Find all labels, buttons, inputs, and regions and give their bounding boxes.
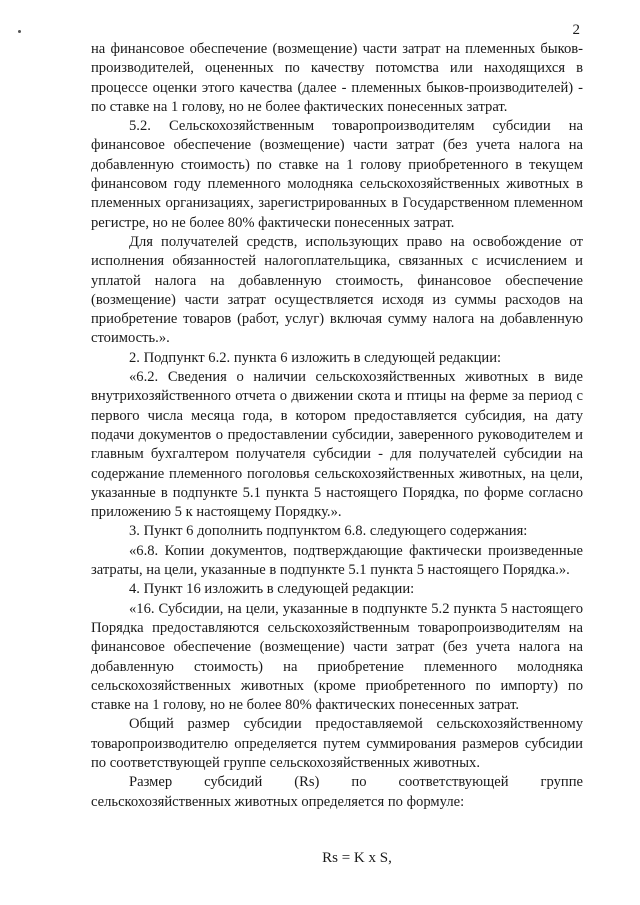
- paragraph-continuation: на финансовое обеспечение (возмещение) части затрат на племенных быков-производителей, оцененных по качеству потомства или находящихся в процессе оценки этого качества (далее - племенных быков-производителей) - по ставке на 1 голову, но не более фактических понесенных затрат.: [91, 41, 583, 115]
- paragraph-6-8: «6.8. Копии документов, подтверждающие фактически произведенные затраты, на цели, указанные в подпункте 5.1 пункта 5 настоящего Порядка.».: [91, 542, 583, 579]
- paragraph-vat-exemption: Для получателей средств, использующих право на освобождение от исполнения обязанностей налогоплательщика, связанных с исчислением и уплатой налога на добавленную стоимость, финансовое обеспечение (возмещение) части затрат осуществляется исходя из суммы расходов на приобретение товаров (работ, услуг) включая сумму налога на добавленную стоимость.».: [91, 233, 583, 347]
- scan-dot: [18, 30, 21, 33]
- paragraph-6-2: «6.2. Сведения о наличии сельскохозяйственных животных в виде внутрихозяйственного отчета о движении скота и птицы на ферме за период с первого числа месяца года, в котором предоставляется субсидия, на дату подачи документов о предоставлении субсидии, заверенного руководителем и главным бухгалтером получателя субсидии - для получателей субсидии на содержание племенного поголовья сельскохозяйственных животных, на цели, указанные в подпункте 5.1 пункта 5 настоящего Порядка, по форме согласно приложению 5 к настоящему Порядку.».: [91, 369, 583, 521]
- paragraph-amendment-4: 4. Пункт 16 изложить в следующей редакции:: [129, 581, 415, 598]
- page-number: 2: [572, 22, 580, 38]
- formula: Rs = K x S,: [322, 849, 392, 866]
- paragraph-5-2: 5.2. Сельскохозяйственным товаропроизводителям субсидии на финансовое обеспечение (возмещение) части затрат (без учета налога на добавленную стоимость) по ставке на 1 голову приобретенного в текущем финансовом году племенного молодняка сельскохозяйственных животных в племенных организациях, зарегистрированных в Государственном племенном регистре, но не более 80% фактически понесенных затрат.: [91, 118, 583, 231]
- paragraph-16: «16. Субсидии, на цели, указанные в подпункте 5.2 пункта 5 настоящего Порядка предоставляются сельскохозяйственным товаропроизводителям на финансовое обеспечение (возмещение) части затрат (без учета налога на добавленную стоимость) на приобретение племенного молодняка сельскохозяйственных животных (кроме приобретенного по импорту) по ставке на 1 голову, но не более 80% фактических понесенных затрат.: [91, 600, 583, 714]
- paragraph-amendment-2: 2. Подпункт 6.2. пункта 6 изложить в следующей редакции:: [129, 349, 502, 366]
- paragraph-amendment-3: 3. Пункт 6 дополнить подпунктом 6.8. следующего содержания:: [129, 523, 528, 540]
- paragraph-total-subsidy: Общий размер субсидии предоставляемой сельскохозяйственному товаропроизводителю определяется путем суммирования размеров субсидии по соответствующей группе сельскохозяйственных животных.: [91, 716, 583, 771]
- paragraph-formula-intro: Размер субсидий (Rs) по соответствующей группе сельскохозяйственных животных определяется по формуле:: [91, 774, 583, 810]
- document-body: [91, 40, 583, 868]
